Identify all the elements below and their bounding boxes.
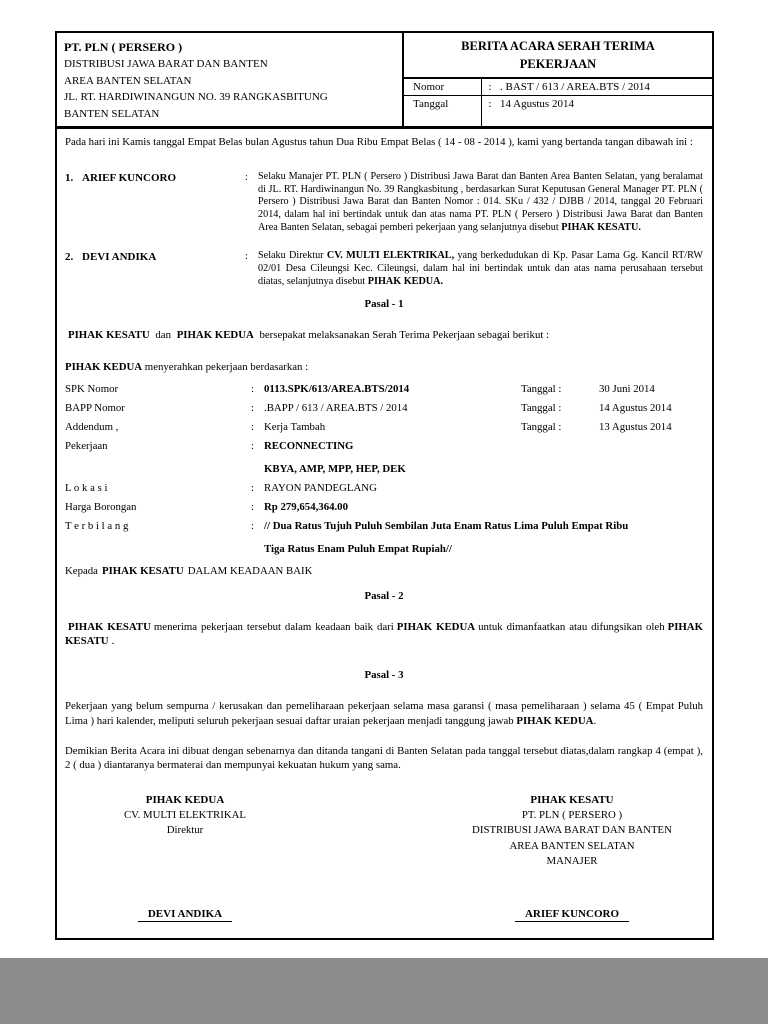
detail-tanggal-label: Tanggal : xyxy=(521,401,562,414)
pasal-1-bold-2: PIHAK KEDUA xyxy=(176,329,254,342)
signature-names xyxy=(65,907,703,922)
detail-colon: : xyxy=(251,382,254,395)
spacer xyxy=(65,462,251,476)
detail-tanggal-value: 30 Juni 2014 xyxy=(599,382,655,395)
document-frame xyxy=(55,31,714,940)
party-2-description xyxy=(258,250,703,288)
pasal-1-line2-text: menyerahkan pekerjaan berdasarkan : xyxy=(142,361,309,374)
detail-value-line2: Tiga Ratus Enam Puluh Empat Rupiah// xyxy=(264,542,452,555)
detail-label: Harga Borongan xyxy=(65,501,137,514)
company-line: DISTRIBUSI JAWA BARAT DAN BANTEN xyxy=(64,58,268,70)
signature-right-line: PT. PLN ( PERSERO ) xyxy=(521,808,623,821)
party-1-description xyxy=(258,171,703,234)
signature-block-right xyxy=(441,793,703,870)
pasal-3-text-2: . xyxy=(593,714,597,727)
spacer xyxy=(65,542,251,556)
signature-right-title: PIHAK KESATU xyxy=(530,794,614,806)
opening-paragraph: Pada hari ini Kamis tanggal Empat Belas bulan Agustus tahun Dua Ribu Empat Belas ( 14 - 08 - 2014 ), kami yang bertanda tangan dibawah ini : xyxy=(65,136,693,148)
signature-right-line: AREA BANTEN SELATAN xyxy=(509,839,635,852)
signature-left-title: PIHAK KEDUA xyxy=(145,794,225,806)
title-block xyxy=(404,33,712,126)
detail-value: Kerja Tambah xyxy=(264,421,326,434)
pasal-3-paragraph xyxy=(65,699,703,728)
signature-blocks xyxy=(65,793,703,870)
detail-label: Pekerjaan xyxy=(65,440,108,453)
signature-name-left-wrap xyxy=(65,907,305,922)
pasal-3-text-1: Pekerjaan yang belum sempurna / kerusakan dan pemeliharaan pekerjaan selama masa garansi ( masa pemeliharaan ) selama 45 ( Empat Puluh Lima ) hari kalender, meliputi seluruh pekerjaan sesuai daftar uraian pekerjaan menjadi tanggung jawab xyxy=(65,700,703,727)
detail-colon: : xyxy=(251,520,254,533)
detail-value-cell xyxy=(264,519,703,533)
party-2-colon: : xyxy=(245,251,248,263)
detail-label: SPK Nomor xyxy=(65,382,119,395)
pasal-2-bold-2: PIHAK KEDUA xyxy=(396,621,476,634)
detail-row-terbilang-line2 xyxy=(65,542,703,556)
tanggal-row xyxy=(404,96,712,126)
pasal-2-heading: Pasal - 2 xyxy=(364,590,404,603)
party-2-desc-pre: Selaku Direktur xyxy=(258,250,327,262)
party-1-number: 1. xyxy=(65,172,74,185)
detail-colon: : xyxy=(251,421,254,434)
pasal-1-line2-bold: PIHAK KEDUA xyxy=(65,361,143,374)
company-line: BANTEN SELATAN xyxy=(64,107,160,120)
kepada-text-2: DALAM KEADAAN BAIK xyxy=(187,564,313,577)
party-1-name: ARIEF KUNCORO xyxy=(82,172,177,185)
detail-row-pekerjaan xyxy=(65,439,703,453)
detail-row-lokasi xyxy=(65,481,703,495)
nomor-row xyxy=(404,79,712,96)
spacer xyxy=(251,542,264,556)
party-1-colon: : xyxy=(245,172,248,184)
detail-label: L o k a s i xyxy=(65,481,108,494)
document-title-line2: PEKERJAAN xyxy=(519,57,597,72)
document-body xyxy=(57,129,712,938)
pasal-1-line-2 xyxy=(65,360,703,374)
detail-tanggal-label: Tanggal : xyxy=(521,421,562,434)
signature-right-line: DISTRIBUSI JAWA BARAT DAN BANTEN xyxy=(472,824,672,837)
tanggal-label: Tanggal xyxy=(404,96,482,126)
detail-value-cell xyxy=(264,382,703,396)
signature-left-line: Direktur xyxy=(166,824,204,837)
party-2-desc-bold2: PIHAK KEDUA. xyxy=(367,275,444,287)
detail-label: Addendum , xyxy=(65,421,119,434)
document-header xyxy=(57,33,712,129)
party-row-2 xyxy=(65,250,703,288)
nomor-value: . BAST / 613 / AREA.BTS / 2014 xyxy=(500,81,650,94)
spacer xyxy=(251,462,264,476)
pasal-1-line-1 xyxy=(65,328,703,342)
detail-value: RECONNECTING xyxy=(264,440,354,453)
signature-name-left: DEVI ANDIKA xyxy=(138,908,232,922)
detail-value: RAYON PANDEGLANG xyxy=(264,481,377,494)
nomor-label: Nomor xyxy=(404,79,482,95)
pasal-2-bold-1: PIHAK KESATU xyxy=(68,621,151,634)
detail-row-bapp xyxy=(65,401,703,415)
detail-label: T e r b i l a n g xyxy=(65,520,129,533)
kepada-line xyxy=(65,564,703,578)
pasal-2-bold-3: PIHAK KESATU xyxy=(65,621,703,648)
detail-row-pekerjaan-line2 xyxy=(65,462,703,476)
tanggal-colon: : xyxy=(488,98,492,111)
detail-value-line2: KBYA, AMP, MPP, HEP, DEK xyxy=(264,462,406,475)
party-1-desc-bold: PIHAK KESATU. xyxy=(561,221,641,233)
signature-left-line: CV. MULTI ELEKTRIKAL xyxy=(123,808,247,821)
party-2-desc-mid: yang berkedudukan di Kp. Pasar Lama Gg. Kancil RT/RW 02/01 Desa Cileungsi Kec. Cileungsi, dalam hal ini bertindak untuk dan atas nama perusahaan tersebut diatas, selanjutnya disebut xyxy=(258,250,703,287)
detail-row-spk xyxy=(65,382,703,396)
document-title xyxy=(404,33,712,79)
company-line: AREA BANTEN SELATAN xyxy=(64,74,192,87)
detail-tanggal-value: 14 Agustus 2014 xyxy=(599,401,672,414)
detail-row-addendum xyxy=(65,420,703,434)
company-name: PT. PLN ( PERSERO ) xyxy=(64,40,183,54)
pasal-1-text-1: dan xyxy=(152,329,174,342)
detail-tanggal-value: 13 Agustus 2014 xyxy=(599,421,672,434)
detail-row-terbilang xyxy=(65,519,703,533)
signature-block-left xyxy=(65,793,305,870)
company-line: JL. RT. HARDIWINANGUN NO. 39 RANGKASBITUNG xyxy=(64,91,328,103)
detail-value: 0113.SPK/613/AREA.BTS/2014 xyxy=(264,382,410,395)
detail-value-cell xyxy=(264,401,703,415)
pasal-2-text-2: untuk dimanfaatkan atau difungsikan oleh xyxy=(478,621,665,634)
signature-name-right-wrap xyxy=(441,907,703,922)
detail-colon: : xyxy=(251,440,254,453)
detail-value: // Dua Ratus Tujuh Puluh Sembilan Juta Enam Ratus Lima Puluh Empat Ribu xyxy=(264,520,629,533)
detail-colon: : xyxy=(251,401,254,414)
detail-tanggal-label: Tanggal : xyxy=(521,382,562,395)
detail-value-cell xyxy=(264,481,703,495)
party-1-id xyxy=(65,171,245,234)
pasal-2-text-3: . xyxy=(111,635,115,648)
signature-right-line: MANAJER xyxy=(546,855,598,868)
detail-value: .BAPP / 613 / AREA.BTS / 2014 xyxy=(264,401,408,414)
pasal-2-text-1: menerima pekerjaan tersebut dalam keadaan baik dari xyxy=(153,621,394,634)
party-2-name: DEVI ANDIKA xyxy=(82,251,157,264)
document-title-line1: BERITA ACARA SERAH TERIMA xyxy=(461,39,655,53)
detail-colon: : xyxy=(251,501,254,514)
party-2-number: 2. xyxy=(65,251,74,264)
party-2-id xyxy=(65,250,245,288)
pasal-1-bold-1: PIHAK KESATU xyxy=(68,329,150,342)
pasal-1-heading: Pasal - 1 xyxy=(364,298,404,311)
detail-value-cell xyxy=(264,500,703,514)
detail-row-harga xyxy=(65,500,703,514)
detail-value-cell xyxy=(264,542,703,556)
detail-value-cell xyxy=(264,420,703,434)
detail-value: Rp 279,654,364.00 xyxy=(264,501,348,514)
party-row-1 xyxy=(65,171,703,234)
detail-value-cell xyxy=(264,439,703,453)
pasal-3-heading: Pasal - 3 xyxy=(364,669,404,682)
pasal-2-paragraph xyxy=(65,620,703,649)
closing-paragraph: Demikian Berita Acara ini dibuat dengan sebenarnya dan ditanda tangani di Banten Selatan pada tanggal tersebut diatas,dalam rangkap 4 (empat ), 2 ( dua ) diantaranya bermaterai dan mempunyai kekuatan hukum yang sama. xyxy=(65,744,703,771)
party-2-desc-bold1: CV. MULTI ELEKTRIKAL, xyxy=(326,250,455,262)
kepada-text-1: Kepada xyxy=(65,564,98,577)
detail-colon: : xyxy=(251,481,254,494)
tanggal-value: 14 Agustus 2014 xyxy=(500,98,574,111)
nomor-colon: : xyxy=(488,81,492,94)
party-1-desc-text: Selaku Manajer PT. PLN ( Persero ) Distribusi Jawa Barat dan Banten Area Banten Selatan, yang beralamat di JL. RT. Hardiwinangun No. 39 Rangkasbitung , berdasarkan Surat Keputusan General Manager PT. PLN ( Persero ) Distribusi Jawa Barat dan Banten Nomor : 014. SKu / 432 / DJBB / 2014, tanggal 20 Februari 2014, dalam hal ini bertindak untuk dan atas nama PT. PLN ( Persero ) Distribusi Jawa Barat dan Banten Area Banten Selatan, sebagai pemberi pekerjaan yang selanjutnya disebut xyxy=(258,171,703,233)
signature-name-right: ARIEF KUNCORO xyxy=(515,908,629,922)
detail-value-cell xyxy=(264,462,703,476)
pasal-1-text-2: bersepakat melaksanakan Serah Terima Pekerjaan sebagai berikut : xyxy=(256,329,550,342)
company-block xyxy=(57,33,404,126)
detail-label: BAPP Nomor xyxy=(65,401,125,414)
kepada-bold: PIHAK KESATU xyxy=(101,564,184,577)
pasal-3-bold: PIHAK KEDUA xyxy=(516,714,594,727)
